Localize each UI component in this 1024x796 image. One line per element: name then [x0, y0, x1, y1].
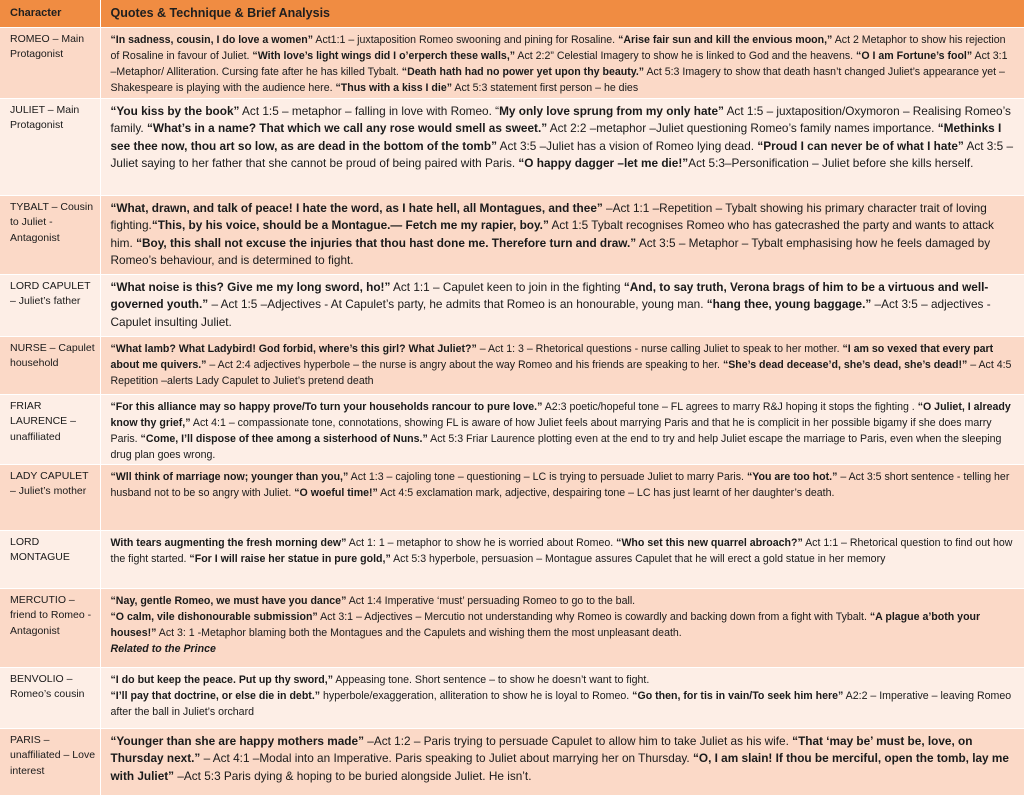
- character-cell: FRIAR LAURENCE – unaffiliated: [0, 394, 100, 464]
- analysis-text: – Act 2:4 adjectives hyperbole – the nurse is angry about the way Romeo and his friends are speaking to her.: [206, 358, 723, 371]
- quote-text: “I do but keep the peace. Put up thy sword,”: [110, 673, 333, 686]
- analysis-text: – Act 3:5 short sentence - telling her husband not to be so angry with Juliet.: [110, 470, 1010, 499]
- table-row: [0, 336, 1024, 394]
- analysis-text: Act 1:4 Imperative ‘must’ persuading Romeo to go to the ball.: [346, 594, 636, 607]
- quote-text: “This, by his voice, should be a Montague.— Fetch me my rapier, boy.”: [151, 218, 549, 232]
- table-body: [0, 27, 1024, 795]
- analysis-text: – Act 1: 3 – Rhetorical questions - nurse calling Juliet to speak to her mother.: [476, 342, 843, 355]
- quote-text: “Boy, this shall not excuse the injuries that thou hast done me. Therefore turn and draw.”: [136, 235, 637, 250]
- table-row: [0, 98, 1024, 195]
- quotes-cell: [100, 27, 1024, 98]
- quote-text: “And, to say truth, Verona brags of him to be a virtuous and well-governed youth.”: [110, 279, 989, 311]
- quote-text: “I am so vexed that every part about me quivers.”: [110, 342, 994, 371]
- character-cell: ROMEO – Main Protagonist: [0, 27, 100, 98]
- table-row: [0, 728, 1024, 795]
- quote-text: My only love sprung from my only hate”: [499, 103, 724, 118]
- table-row: [0, 530, 1024, 588]
- quote-text: “For this alliance may so happy prove/To turn your households rancour to pure love.”: [110, 400, 543, 413]
- table-row: [0, 464, 1024, 530]
- quote-text: “You are too hot.”: [746, 470, 838, 483]
- analysis-text: –Act 3:5 – adjectives - Capulet insulting Juliet.: [110, 297, 991, 329]
- quote-text: “Arise fair sun and kill the envious moon,”: [618, 33, 833, 46]
- quotes-cell: [100, 98, 1024, 195]
- character-cell: LADY CAPULET – Juliet’s mother: [0, 464, 100, 530]
- analysis-text: Act 5:3 Imagery to show that death hasn’t changed Juliet’s appearance yet – Shakespeare is playing with the audience here.: [110, 65, 1005, 94]
- quote-text: “Thus with a kiss I die”: [335, 81, 453, 94]
- analysis-text: Act 3:5 – Juliet saying to her father that she cannot be proud of being paired with Paris.: [110, 138, 1014, 170]
- analysis-text: – Act 1:5 –Adjectives - At Capulet’s party, he admits that Romeo is an honourable, young man.: [208, 297, 707, 311]
- quote-line: [111, 688, 1016, 720]
- character-cell: LORD MONTAGUE: [0, 530, 100, 588]
- quote-text: “What, drawn, and talk of peace! I hate the word, as I hate hell, all Montagues, and thee”: [110, 200, 603, 215]
- analysis-text: Act 2 Metaphor to show his rejection of Rosaline in favour of Juliet.: [110, 33, 1006, 62]
- analysis-text: Act 5:3 hyperbole, persuasion – Montague assures Capulet that he will erect a gold statue in her memory: [390, 552, 886, 565]
- analysis-text: Appeasing tone. Short sentence – to show he doesn’t want to fight.: [333, 673, 650, 686]
- analysis-text: Act 3:5 –Juliet has a vision of Romeo lying dead.: [497, 138, 758, 153]
- quote-text: “What’s in a name? That which we call any rose would smell as sweet.”: [147, 121, 548, 135]
- analysis-text: –Act 1:2 – Paris trying to persuade Capulet to allow him to take Juliet as his wife.: [363, 733, 793, 748]
- quote-line: [111, 641, 1016, 657]
- quote-text: “Wll think of marriage now; younger than you,”: [110, 470, 349, 483]
- quote-text: With tears augmenting the fresh morning dew”: [110, 536, 347, 549]
- analysis-text: Act 3: 1 -Metaphor blaming both the Montagues and the Capulets and wishing them the most unpleasant death.: [156, 626, 682, 639]
- quote-text: “O happy dagger –let me die!”: [518, 156, 689, 170]
- table-row: [0, 195, 1024, 274]
- quote-text: “O Juliet, I already know thy grief,”: [110, 400, 1011, 429]
- quote-line: [111, 609, 1016, 641]
- analysis-text: –Act 1:1 –Repetition – Tybalt showing his primary character trait of loving fighting.: [110, 200, 987, 232]
- analysis-text: Act 2:2 –metaphor –Juliet questioning Romeo’s family names importance.: [547, 121, 938, 135]
- analysis-text: Act 5:3 statement first person – he dies: [452, 81, 639, 94]
- quote-text: “Death hath had no power yet upon thy beauty.”: [401, 65, 645, 78]
- header-row: [0, 0, 1024, 27]
- quote-text: “For I will raise her statue in pure gold,”: [189, 552, 391, 565]
- analysis-text: Act 1:5 – juxtaposition/Oxymoron – Realising Romeo’s family.: [110, 103, 1011, 135]
- quote-text: “A plague a’both your houses!”: [110, 610, 981, 639]
- quotes-cell: [100, 667, 1024, 728]
- analysis-text: Act 3:1 – Adjectives – Mercutio not understanding why Romeo is cowardly and backing down from a fight with Tybalt.: [317, 610, 870, 623]
- analysis-text: Act 1:3 – cajoling tone – questioning – LC is trying to persuade Juliet to marry Paris.: [348, 470, 747, 483]
- analysis-text: Act 1: 1 – metaphor to show he is worried about Romeo.: [346, 536, 617, 549]
- header-quotes: Quotes & Technique & Brief Analysis: [100, 0, 1024, 27]
- analysis-text: –Act 5:3 Paris dying & hoping to be buried alongside Juliet. He isn’t.: [174, 768, 532, 783]
- header-character: Character: [0, 0, 100, 27]
- quote-text: “I’ll pay that doctrine, or else die in debt.”: [110, 689, 321, 702]
- quote-line: [111, 593, 1016, 609]
- quotes-cell: [100, 394, 1024, 464]
- character-cell: MERCUTIO – friend to Romeo - Antagonist: [0, 588, 100, 667]
- table-row: [0, 667, 1024, 728]
- table-row: [0, 588, 1024, 667]
- analysis-text: hyperbole/exaggeration, alliteration to show he is loyal to Romeo.: [320, 689, 633, 702]
- quote-text: “In sadness, cousin, I do love a women”: [110, 33, 314, 46]
- quotes-cell: [100, 336, 1024, 394]
- analysis-text: Act 1:1 – Capulet keen to join in the fighting: [390, 279, 624, 294]
- character-cell: NURSE – Capulet household: [0, 336, 100, 394]
- quote-text: “hang thee, young baggage.”: [706, 297, 872, 311]
- analysis-text: Act1:1 – juxtaposition Romeo swooning and pining for Rosaline.: [313, 33, 619, 46]
- quotes-cell: [100, 274, 1024, 336]
- quote-text: “O, I am slain! If thou be merciful, open the tomb, lay me with Juliet”: [110, 751, 1009, 783]
- quote-text: “Methinks I see thee now, thou art so low, as are dead in the bottom of the tomb”: [110, 121, 1002, 153]
- quote-text: “Come, I’ll dispose of thee among a sisterhood of Nuns.”: [140, 432, 428, 445]
- character-cell: TYBALT – Cousin to Juliet - Antagonist: [0, 195, 100, 274]
- character-cell: LORD CAPULET – Juliet’s father: [0, 274, 100, 336]
- analysis-text: Act 3:1 –Metaphor/ Alliteration. Cursing fate after he has killed Tybalt.: [110, 49, 1008, 78]
- quotes-cell: [100, 728, 1024, 795]
- analysis-text: Act 5:3 Friar Laurence plotting even at the end to try and help Juliet escape the marriage to Paris, even when the sleeping drug plan goes wrong.: [110, 432, 1002, 461]
- table-row: [0, 274, 1024, 336]
- analysis-text: – Act 4:5 Repetition –alerts Lady Capulet to Juliet’s pretend death: [110, 358, 1012, 387]
- analysis-text: Act 5:3–Personification – Juliet before she kills herself.: [688, 156, 974, 170]
- analysis-text: Act 4:5 exclamation mark, adjective, despairing tone – LC has just learnt of her daughter’s death.: [377, 486, 835, 499]
- quote-text: “What noise is this? Give me my long sword, ho!”: [110, 279, 391, 294]
- quote-text: “Who set this new quarrel abroach?”: [616, 536, 803, 549]
- quote-text: “What lamb? What Ladybird! God forbid, where’s this girl? What Juliet?”: [110, 342, 477, 355]
- analysis-text: – Act 4:1 –Modal into an Imperative. Paris speaking to Juliet about marrying her on Thursday.: [200, 751, 693, 765]
- quote-text: “O I am Fortune’s fool”: [856, 49, 973, 62]
- quotes-cell: [100, 464, 1024, 530]
- analysis-text: Act 4:1 – compassionate tone, connotations, showing FL is aware of how Juliet feels about marrying Paris and that he is complicit in her possible bigamy if she does marry Paris.: [110, 416, 992, 445]
- character-cell: JULIET – Main Protagonist: [0, 98, 100, 195]
- analysis-text: A2:2 – Imperative – leaving Romeo after the ball in Juliet’s orchard: [110, 689, 1012, 718]
- character-cell: PARIS – unaffiliated – Love interest: [0, 728, 100, 795]
- quote-text: “With love’s light wings did I o’erperch these walls,”: [252, 49, 516, 62]
- analysis-text: A2:3 poetic/hopeful tone – FL agrees to marry R&J hoping it stops the fighting .: [542, 400, 918, 413]
- quote-text: “O calm, vile dishonourable submission”: [110, 610, 318, 623]
- quotes-cell: [100, 588, 1024, 667]
- analysis-text: Act 1:5 Tybalt recognises Romeo who has gatecrashed the party and wants to attack him.: [110, 218, 994, 250]
- quote-text: “Younger than she are happy mothers made”: [110, 733, 364, 748]
- quote-line: [111, 672, 1016, 688]
- analysis-text: Act 2:2” Celestial Imagery to show he is linked to God and the heavens.: [515, 49, 857, 62]
- quote-text: “That ‘may be’ must be, love, on Thursday next.”: [110, 733, 973, 765]
- quote-text: “Go then, for tis in vain/To seek him here”: [632, 689, 844, 702]
- quotes-cell: [100, 530, 1024, 588]
- table-row: [0, 394, 1024, 464]
- analysis-text: Act 3:5 – Metaphor – Tybalt emphasising how he feels damaged by Romeo’s behaviour, and is determined to fight.: [110, 235, 991, 267]
- quote-text: “She’s dead decease’d, she’s dead, she’s dead!”: [722, 358, 968, 371]
- quote-text: “O woeful time!”: [294, 486, 378, 499]
- analysis-text: Act 1:5 – metaphor – falling in love with Romeo. “: [239, 103, 500, 118]
- analysis-text: Act 1:1 – Rhetorical question to find out how the fight started.: [110, 536, 1013, 565]
- table-row: [0, 27, 1024, 98]
- quote-text: Related to the Prince: [110, 642, 216, 655]
- quotes-cell: [100, 195, 1024, 274]
- character-cell: BENVOLIO – Romeo’s cousin: [0, 667, 100, 728]
- quote-text: “Nay, gentle Romeo, we must have you dance”: [110, 594, 347, 607]
- quote-text: “You kiss by the book”: [110, 103, 240, 118]
- quote-text: “Proud I can never be of what I hate”: [757, 138, 964, 153]
